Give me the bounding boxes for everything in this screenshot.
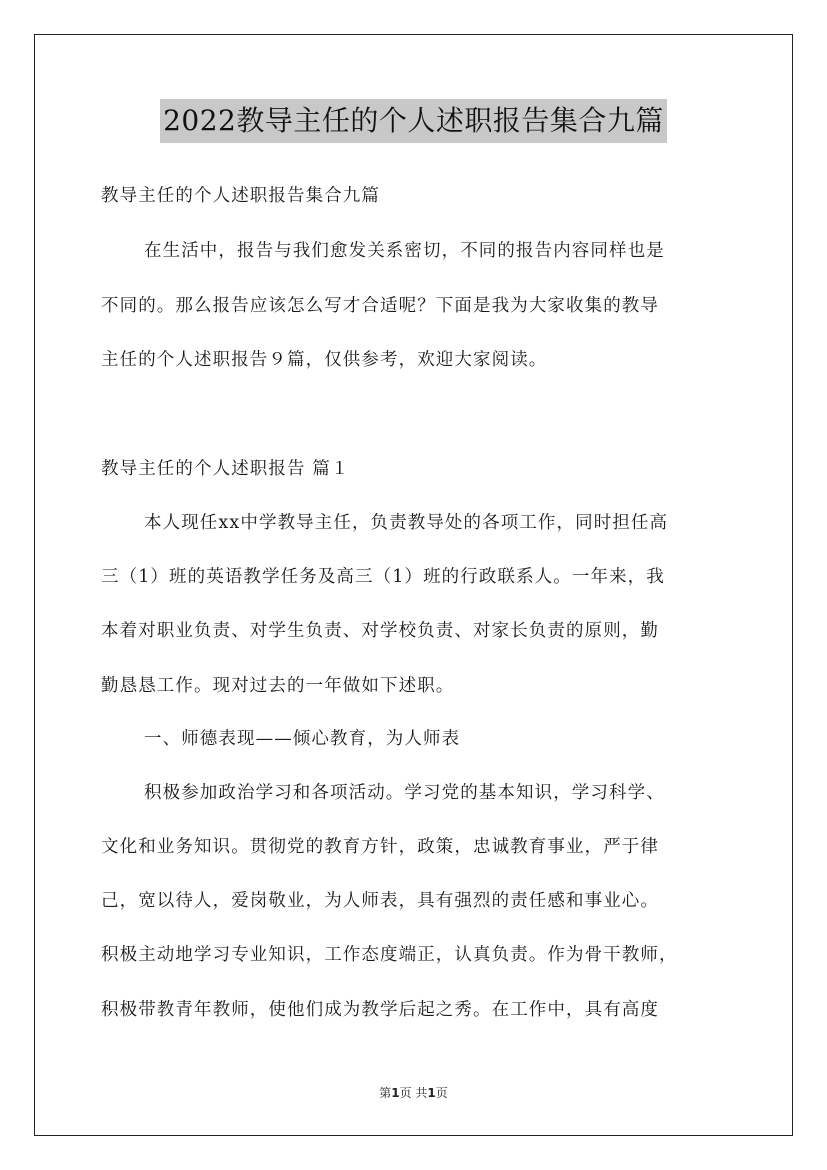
document-subtitle: 教导主任的个人述职报告集合九篇 — [101, 186, 380, 206]
footer-suffix: 页 — [435, 1086, 448, 1100]
paragraph-line: 己，宽以待人，爱岗敬业，为人师表，具有强烈的责任感和事业心。 — [101, 891, 659, 911]
paragraph-line: 积极参加政治学习和各项活动。学习党的基本知识，学习科学、 — [144, 783, 665, 803]
paragraph-line: 本着对职业负责、对学生负责、对学校负责、对家长负责的原则，勤 — [101, 621, 659, 641]
paragraph-line: 勤恳恳工作。现对过去的一年做如下述职。 — [101, 676, 455, 696]
footer-mid: 页 共 — [399, 1086, 428, 1100]
intro-line: 主任的个人述职报告９篇，仅供参考，欢迎大家阅读。 — [101, 350, 548, 370]
title-container — [0, 99, 827, 143]
footer-prefix: 第 — [379, 1086, 392, 1100]
paragraph-line: 文化和业务知识。贯彻党的教育方针，政策，忠诚教育事业，严于律 — [101, 837, 659, 857]
paragraph-line: 积极带教青年教师，使他们成为教学后起之秀。在工作中，具有高度 — [101, 1000, 659, 1020]
paragraph-line: 本人现任xx中学教导主任，负责教导处的各项工作，同时担任高 — [144, 513, 669, 533]
intro-line: 在生活中，报告与我们愈发关系密切，不同的报告内容同样也是 — [144, 241, 665, 261]
paragraph-line: 积极主动地学习专业知识，工作态度端正，认真负责。作为骨干教师， — [101, 945, 678, 965]
footer-page-number: 1 — [391, 1086, 400, 1100]
page-footer — [0, 1084, 827, 1101]
footer-total-pages: 1 — [427, 1086, 436, 1100]
paragraph-line: 三（1）班的英语教学任务及高三（1）班的行政联系人。一年来，我 — [101, 567, 665, 587]
document-title: 2022教导主任的个人述职报告集合九篇 — [160, 99, 667, 143]
section-heading: 教导主任的个人述职报告 篇１ — [101, 459, 350, 479]
intro-line: 不同的。那么报告应该怎么写才合适呢？下面是我为大家收集的教导 — [101, 296, 659, 316]
subheading: 一、师德表现——倾心教育，为人师表 — [144, 729, 461, 749]
